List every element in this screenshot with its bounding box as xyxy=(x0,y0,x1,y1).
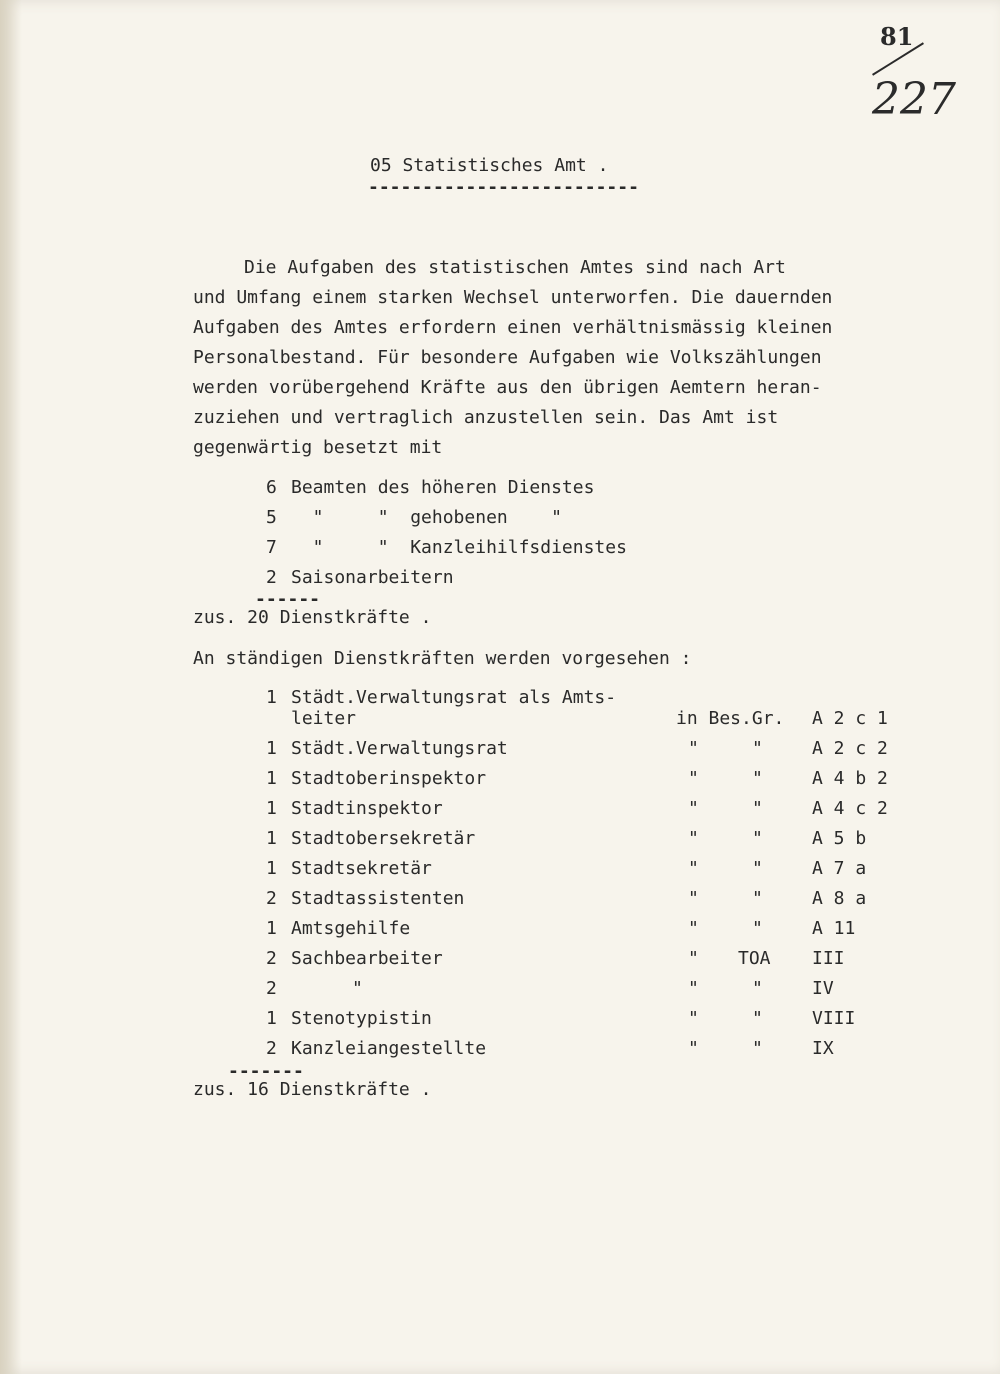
planned-ditto: " xyxy=(752,828,763,849)
planned-tariff: TOA xyxy=(738,948,771,969)
planned-count: 1 xyxy=(266,828,277,849)
planned-title: Stadtsekretär xyxy=(291,858,432,879)
planned-title: leiter xyxy=(291,708,357,729)
staff-count: 6 xyxy=(266,477,277,498)
page-number-old: 81 xyxy=(880,22,914,51)
staff-text: Saisonarbeitern xyxy=(291,567,454,588)
planned-ditto: " xyxy=(752,798,763,819)
planned-count: 1 xyxy=(266,687,277,708)
planned-ditto: " xyxy=(752,738,763,759)
planned-count: 2 xyxy=(266,948,277,969)
planned-title: Stadtobersekretär xyxy=(291,828,476,849)
planned-ditto: " xyxy=(688,858,699,879)
planned-ditto: " xyxy=(752,978,763,999)
planned-grade: IX xyxy=(812,1038,834,1059)
planned-ditto: " xyxy=(688,828,699,849)
staff-count: 5 xyxy=(266,507,277,528)
planned-grade: A 7 a xyxy=(812,858,867,879)
planned-ditto: " xyxy=(752,918,763,939)
planned-ditto: " xyxy=(688,798,699,819)
planned-ditto: " xyxy=(688,948,699,969)
paragraph-line: werden vorübergehend Kräfte aus den übrigen Aemtern heran- xyxy=(193,377,822,398)
staff-count: 7 xyxy=(266,537,277,558)
planned-grade: A 4 b 2 xyxy=(812,768,888,789)
planned-title: Kanzleiangestellte xyxy=(291,1038,487,1059)
staff-text: Beamten des höheren Dienstes xyxy=(291,477,595,498)
paragraph-line: gegenwärtig besetzt mit xyxy=(193,437,443,458)
paragraph-line: und Umfang einem starken Wechsel unterworfen. Die dauernden xyxy=(193,287,833,308)
planned-title: Sachbearbeiter xyxy=(291,948,443,969)
planned-ditto: " xyxy=(752,1008,763,1029)
heading-underline: ------------------------- xyxy=(368,177,639,198)
planned-intro: An ständigen Dienstkräften werden vorgesehen : xyxy=(193,648,692,669)
planned-ditto: " xyxy=(688,768,699,789)
planned-ditto: " xyxy=(688,978,699,999)
paragraph-line: Aufgaben des Amtes erfordern einen verhältnismässig kleinen xyxy=(193,317,833,338)
planned-grade: A 5 b xyxy=(812,828,867,849)
planned-ditto: " xyxy=(752,1038,763,1059)
planned-ditto: " xyxy=(688,918,699,939)
planned-count: 1 xyxy=(266,918,277,939)
page-number-new: 227 xyxy=(872,74,956,125)
planned-grade: A 2 c 2 xyxy=(812,738,888,759)
staff-text: " " gehobenen " xyxy=(291,507,562,528)
planned-count: 1 xyxy=(266,738,277,759)
planned-grade: A 4 c 2 xyxy=(812,798,888,819)
planned-count: 2 xyxy=(266,1038,277,1059)
planned-ditto: " xyxy=(752,888,763,909)
paper-edge xyxy=(0,0,22,1374)
planned-ditto: " xyxy=(688,1038,699,1059)
staff-sum-rule: ------ xyxy=(255,589,321,610)
staff-count: 2 xyxy=(266,567,277,588)
paragraph-line: Die Aufgaben des statistischen Amtes sind nach Art xyxy=(244,257,786,278)
planned-ditto: " xyxy=(688,888,699,909)
planned-sum-rule: ------- xyxy=(228,1061,304,1082)
planned-ditto: " xyxy=(688,1008,699,1029)
planned-ditto: " xyxy=(752,858,763,879)
planned-count: 2 xyxy=(266,888,277,909)
planned-ditto: " xyxy=(688,738,699,759)
planned-count: 1 xyxy=(266,858,277,879)
planned-title: Stadtassistenten xyxy=(291,888,465,909)
planned-count: 1 xyxy=(266,768,277,789)
planned-title: Städt.Verwaltungsrat xyxy=(291,738,508,759)
planned-title: " xyxy=(352,978,363,999)
staff-total: zus. 20 Dienstkräfte . xyxy=(193,607,432,628)
planned-ditto: " xyxy=(752,768,763,789)
planned-title: Stadtoberinspektor xyxy=(291,768,487,789)
planned-pay-group-label: in Bes.Gr. xyxy=(676,708,785,729)
planned-grade: III xyxy=(812,948,845,969)
planned-count: 1 xyxy=(266,1008,277,1029)
planned-title: Stenotypistin xyxy=(291,1008,432,1029)
planned-grade: A 11 xyxy=(812,918,856,939)
planned-title: Stadtinspektor xyxy=(291,798,443,819)
planned-count: 1 xyxy=(266,798,277,819)
planned-count: 2 xyxy=(266,978,277,999)
planned-grade: VIII xyxy=(812,1008,856,1029)
staff-text: " " Kanzleihilfsdienstes xyxy=(291,537,627,558)
planned-total: zus. 16 Dienstkräfte . xyxy=(193,1079,432,1100)
planned-grade: A 2 c 1 xyxy=(812,708,888,729)
paragraph-line: Personalbestand. Für besondere Aufgaben wie Volkszählungen xyxy=(193,347,822,368)
section-heading: 05 Statistisches Amt . xyxy=(370,155,609,176)
planned-grade: IV xyxy=(812,978,834,999)
planned-title-line1: Städt.Verwaltungsrat als Amts- xyxy=(291,687,617,708)
paragraph-line: zuziehen und vertraglich anzustellen sein. Das Amt ist xyxy=(193,407,779,428)
planned-title: Amtsgehilfe xyxy=(291,918,411,939)
planned-grade: A 8 a xyxy=(812,888,867,909)
